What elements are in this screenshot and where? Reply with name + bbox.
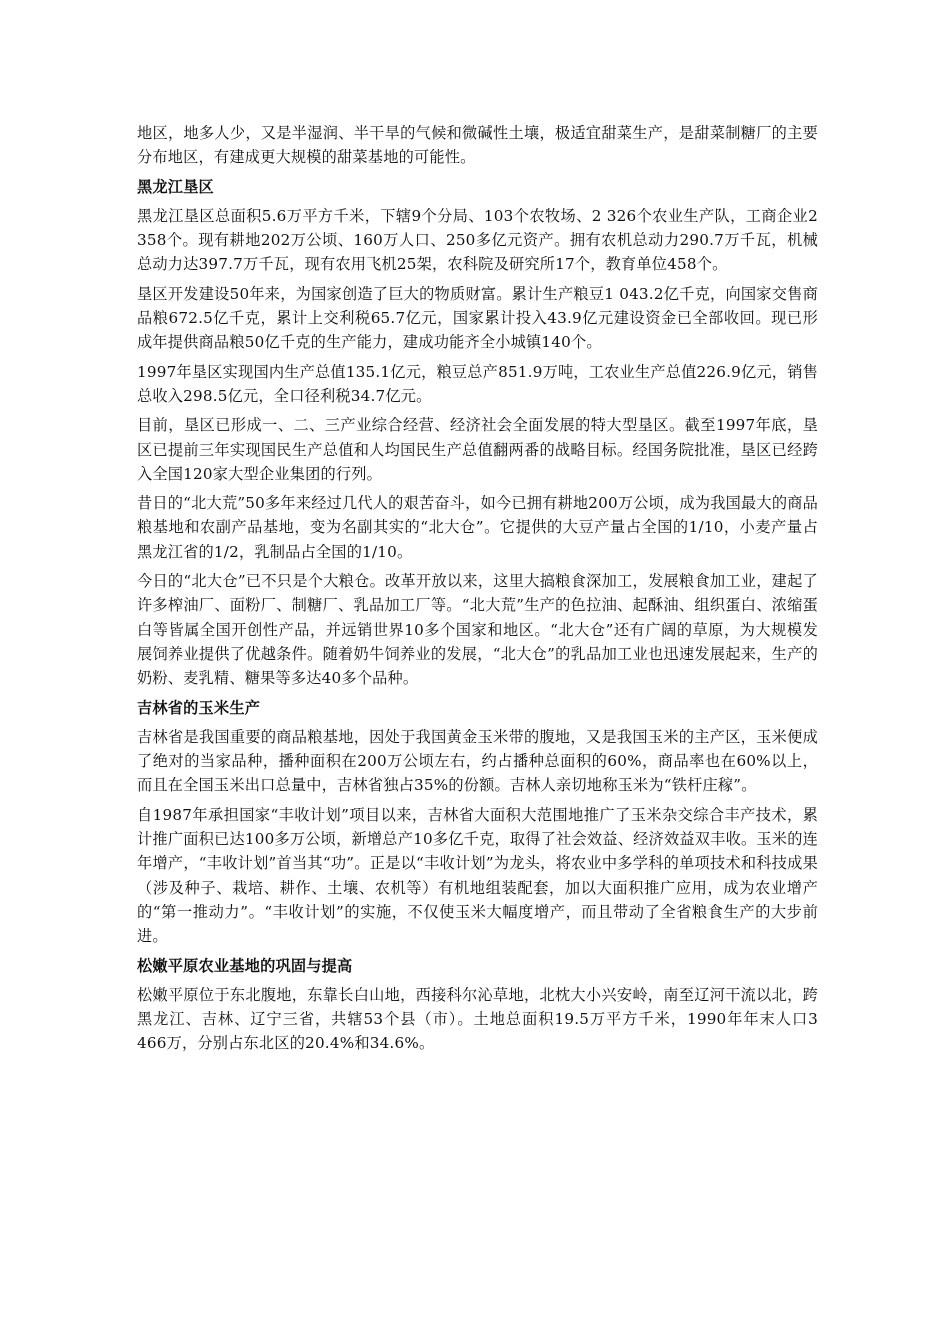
paragraph: 目前，垦区已形成一、二、三产业综合经营、经济社会全面发展的特大型垦区。截至1997年底，垦区已提前三年实现国民生产总值和人均国民生产总值翻两番的战略目标。经国务院批准，垦区已经跨入全国120家大型企业集团的行列。 <box>137 416 818 483</box>
paragraph: 自1987年承担国家“丰收计划”项目以来，吉林省大面积大范围地推广了玉米杂交综合丰产技术，累计推广面积已达100多万公顷，新增总产10多亿千克，取得了社会效益、经济效益双丰收。玉米的连年增产，“丰收计划”首当其“功”。正是以“丰收计划”为龙头，将农业中多学科的单项技术和科技成果（涉及种子、栽培、耕作、土壤、农机等）有机地组装配套，加以大面积推广应用，成为农业增产的“第一推动力”。“丰收计划”的实施，不仅使玉米大幅度增产，而且带动了全省粮食生产的大步前进。 <box>137 805 818 946</box>
document-page <box>137 121 818 1061</box>
paragraph: 垦区开发建设50年来，为国家创造了巨大的物质财富。累计生产粮豆1 043.2亿千克，向国家交售商品粮672.5亿千克，累计上交利税65.7亿元，国家累计投入43.9亿元建设资金已全部收回。现已形成年提供商品粮50亿千克的生产能力，建成功能齐全小城镇140个。 <box>137 284 818 352</box>
paragraph: 黑龙江垦区总面积5.6万平方千米，下辖9个分局、103个农牧场、2 326个农业生产队，工商企业2 358个。现有耕地202万公顷、160万人口、250多亿元资产。拥有农机总动力290.7万千瓦，机械总动力达397.7万千瓦，现有农用飞机25架，农科院及研究所17个，教育单位458个。 <box>137 206 818 274</box>
intro-paragraph: 地区，地多人少，又是半湿润、半干旱的气候和微碱性土壤，极适宜甜菜生产，是甜菜制糖厂的主要分布地区，有建成更大规模的甜菜基地的可能性。 <box>137 124 818 167</box>
paragraph: 今日的“北大仓”已不只是个大粮仓。改革开放以来，这里大搞粮食深加工，发展粮食加工业，建起了许多榨油厂、面粉厂、制糖厂、乳品加工厂等。“北大荒”生产的色拉油、起酥油、组织蛋白、浓缩蛋白等皆属全国开创性产品，并远销世界10多个国家和地区。“北大仓”还有广阔的草原，为大规模发展饲养业提供了优越条件。随着奶牛饲养业的发展，“北大仓”的乳品加工业也迅速发展起来，生产的奶粉、麦乳精、糖果等多达40多个品种。 <box>137 572 818 688</box>
paragraph: 吉林省是我国重要的商品粮基地，因处于我国黄金玉米带的腹地，又是我国玉米的主产区，玉米便成了绝对的当家品种，播种面积在200万公顷左右，约占播种总面积的60%，商品率也在60%以上，而且在全国玉米出口总量中，吉林省独占35%的份额。吉林人亲切地称玉米为“铁杆庄稼”。 <box>137 727 818 795</box>
paragraph: 松嫩平原位于东北腹地，东靠长白山地，西接科尔沁草地，北枕大小兴安岭，南至辽河干流以北，跨黑龙江、吉林、辽宁三省，共辖53个县（市）。土地总面积19.5万平方千米，1990年年末人口3 466万，分别占东北区的20.4%和34.6%。 <box>137 985 818 1053</box>
section-heading-heilongjiang: 黑龙江垦区 <box>137 177 214 196</box>
section-heading-songnen-plain: 松嫩平原农业基地的巩固与提高 <box>137 956 353 975</box>
paragraph: 昔日的“北大荒”50多年来经过几代人的艰苦奋斗，如今已拥有耕地200万公顷，成为我国最大的商品粮基地和农副产品基地，变为名副其实的“北大仓”。它提供的大豆产量占全国的1/10，小麦产量占黑龙江省的1/2，乳制品占全国的1/10。 <box>137 494 818 561</box>
paragraph: 1997年垦区实现国内生产总值135.1亿元，粮豆总产851.9万吨，工农业生产总值226.9亿元，销售总收入298.5亿元，全口径利税34.7亿元。 <box>137 362 818 405</box>
section-heading-jilin-corn: 吉林省的玉米生产 <box>137 698 261 717</box>
